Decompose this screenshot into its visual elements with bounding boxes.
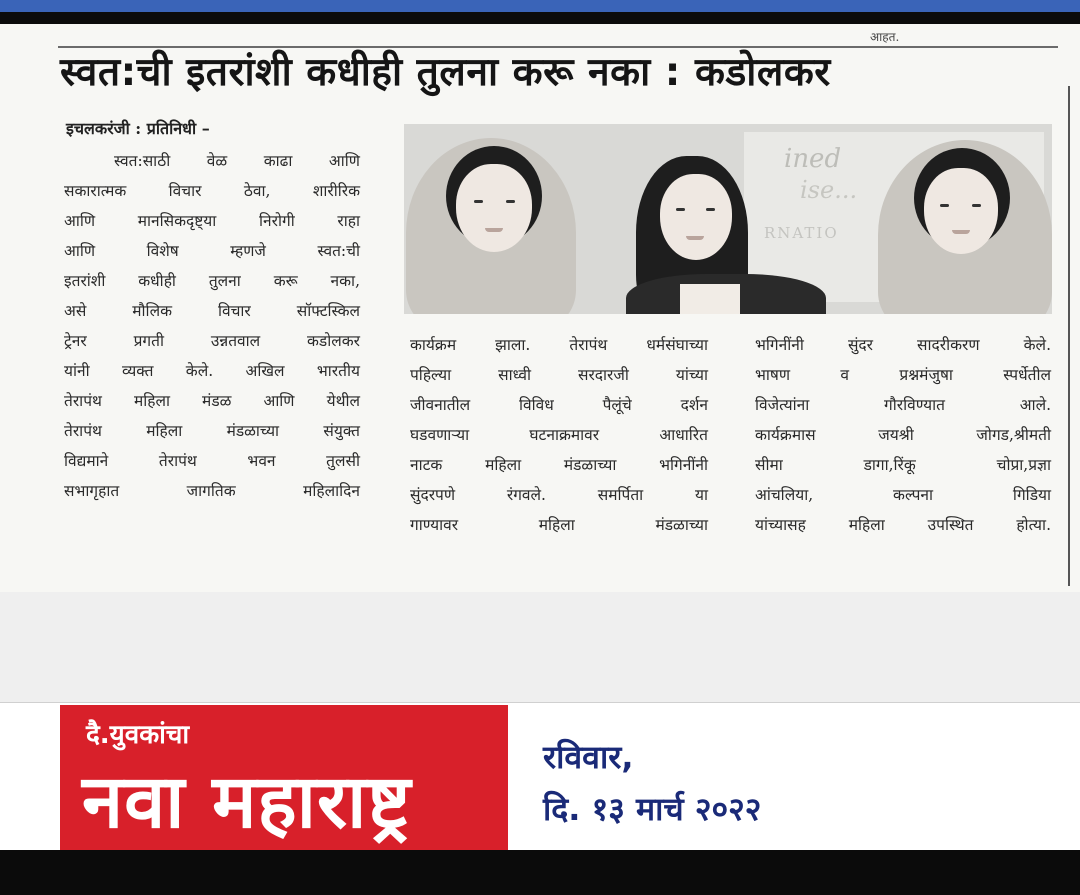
- masthead-tagline: दै.युवकांचा: [86, 720, 190, 750]
- banner-text: RNATIO: [764, 224, 839, 242]
- text-line: सकारात्मक विचार ठेवा, शारीरिक: [64, 182, 360, 200]
- text-line: सभागृहात जागतिक महिलादिन: [64, 482, 360, 500]
- divider-gap: [0, 592, 1080, 702]
- publication-date: दि. १३ मार्च २०२२: [543, 790, 762, 828]
- text-line: तेरापंथ महिला मंडळ आणि येथील: [64, 392, 360, 410]
- text-line: भगिनींनी सुंदर सादरीकरण केले.: [755, 336, 1051, 354]
- article-column-1: [64, 146, 360, 506]
- text-line: विद्यमाने तेरापंथ भवन तुलसी: [64, 452, 360, 470]
- text-line: घडवणाऱ्या घटनाक्रमावर आधारित: [410, 426, 708, 444]
- text-line: स्वत:साठी वेळ काढा आणि: [114, 152, 360, 170]
- text-line: आणि विशेष म्हणजे स्वत:ची: [64, 242, 360, 260]
- text-line: असे मौलिक विचार सॉफ्टस्किल: [64, 302, 360, 320]
- text-line: सीमा डागा,रिंकू चोप्रा,प्रज्ञा: [755, 456, 1051, 474]
- byline: इचलकरंजी : प्रतिनिधी –: [66, 119, 210, 138]
- top-blue-bar: [0, 0, 1080, 12]
- text-line: यांच्यासह महिला उपस्थित होत्या.: [755, 516, 1051, 534]
- text-line: नाटक महिला मंडळाच्या भगिनींनी: [410, 456, 708, 474]
- article-column-2: [410, 330, 708, 540]
- masthead-title: नवा महाराष्ट्र: [82, 759, 412, 845]
- bottom-black-bar: [0, 850, 1080, 895]
- top-black-bar: [0, 12, 1080, 24]
- article-column-3: [755, 330, 1051, 540]
- text-line: विजेत्यांना गौरविण्यात आले.: [755, 396, 1051, 414]
- text-line: पहिल्या साध्वी सरदारजी यांच्या: [410, 366, 708, 384]
- publication-day: रविवार,: [543, 738, 634, 776]
- text-line: यांनी व्यक्त केले. अखिल भारतीय: [64, 362, 360, 380]
- banner-text: ise...: [800, 176, 858, 204]
- headline: स्वत:ची इतरांशी कधीही तुलना करू नका : कडोलकर: [60, 50, 831, 95]
- text-line: आंचलिया, कल्पना गिडिया: [755, 486, 1051, 504]
- text-line: सुंदरपणे रंगवले. समर्पिता या: [410, 486, 708, 504]
- text-line: तेरापंथ महिला मंडळाच्या संयुक्त: [64, 422, 360, 440]
- text-line: इतरांशी कधीही तुलना करू नका,: [64, 272, 360, 290]
- text-line: गाण्यावर महिला मंडळाच्या: [410, 516, 708, 534]
- right-rule: [1068, 86, 1070, 586]
- text-line: ट्रेनर प्रगती उन्नतवाल कडोलकर: [64, 332, 360, 350]
- text-line: जीवनातील विविध पैलूंचे दर्शन: [410, 396, 708, 414]
- text-line: कार्यक्रम झाला. तेरापंथ धर्मसंघाच्या: [410, 336, 708, 354]
- text-line: कार्यक्रमास जयश्री जोगड,श्रीमती: [755, 426, 1051, 444]
- article-photo: [404, 124, 1052, 314]
- banner-text: ined: [784, 144, 842, 174]
- text-line: आणि मानसिकदृष्ट्या निरोगी राहा: [64, 212, 360, 230]
- text-line: भाषण व प्रश्नमंजुषा स्पर्धेतील: [755, 366, 1051, 384]
- scrap-text: आहत.: [870, 30, 900, 44]
